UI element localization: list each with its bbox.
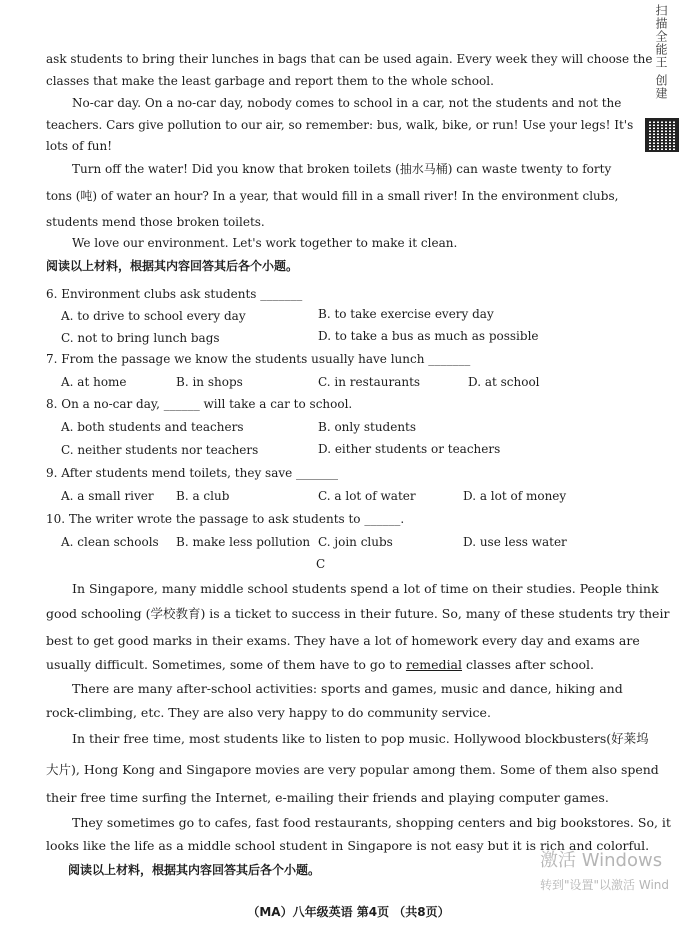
passage-line: In Singapore, many middle school students spend a lot of time on their studies. People think: [72, 581, 659, 596]
underlined-word: remedial: [405, 657, 463, 672]
question-stem: 10. The writer wrote the passage to ask students to ______.: [46, 512, 405, 526]
passage-line: tons (吨) of water an hour? In a year, that would fill in a small river! In the environment clubs,: [46, 189, 619, 203]
option-b: B. only students: [318, 420, 417, 434]
question-stem: 7. From the passage we know the students usually have lunch _______: [46, 352, 471, 366]
passage-line: good schooling (学校教育) is a ticket to success in their future. So, many of these students try their: [46, 606, 670, 621]
option-a: A. at home: [61, 375, 127, 389]
passage-line: ask students to bring their lunches in bags that can be used again. Every week they will choose the: [46, 52, 653, 66]
option-c: C. in restaurants: [318, 375, 421, 389]
option-d: D. either students or teachers: [318, 442, 501, 456]
option-c: C. not to bring lunch bags: [61, 331, 220, 345]
scanner-watermark: 扫描全能王 创建: [654, 4, 668, 100]
passage-line: teachers. Cars give pollution to our air, so remember: bus, walk, bike, or run! Use your legs! It's: [46, 118, 634, 132]
option-d: D. a lot of money: [463, 489, 567, 503]
passage-line: rock-climbing, etc. They are also very happy to do community service.: [46, 705, 491, 720]
passage-line: They sometimes go to cafes, fast food restaurants, shopping centers and big bookstores. So, it: [72, 815, 671, 830]
passage-line: their free time surfing the Internet, e-mailing their friends and playing computer games.: [46, 790, 609, 805]
passage-line: students mend those broken toilets.: [46, 215, 265, 229]
option-a: A. clean schools: [61, 535, 159, 549]
windows-activation-watermark: 激活 Windows 转到"设置"以激活 Wind: [540, 850, 670, 892]
passage-line: looks like the life as a middle school student in Singapore is not easy but it is rich and colorful.: [46, 838, 650, 853]
option-b: B. in shops: [176, 375, 243, 389]
option-d: D. at school: [468, 375, 540, 389]
option-a: A. both students and teachers: [61, 420, 244, 434]
question-stem: 6. Environment clubs ask students _______: [46, 287, 303, 301]
section-label: C: [316, 557, 326, 571]
passage-line: We love our environment. Let's work together to make it clean.: [72, 236, 458, 250]
passage-line: best to get good marks in their exams. They have a lot of homework every day and exams are: [46, 633, 640, 648]
passage-line: classes that make the least garbage and report them to the whole school.: [46, 74, 494, 88]
question-stem: 8. On a no-car day, ______ will take a car to school.: [46, 397, 353, 411]
option-a: A. a small river: [61, 489, 154, 503]
passage-line: No-car day. On a no-car day, nobody comes to school in a car, not the students and not the: [72, 96, 622, 110]
option-d: D. to take a bus as much as possible: [318, 329, 539, 343]
reading-instruction: 阅读以上材料，根据其内容回答其后各个小题。: [46, 259, 299, 273]
passage-line: There are many after-school activities: sports and games, music and dance, hiking and: [72, 681, 623, 696]
option-b: B. make less pollution: [176, 535, 311, 549]
qr-code-icon: [645, 118, 679, 152]
page-footer: （MA）八年级英语 第4页 （共8页）: [247, 905, 450, 919]
option-b: B. a club: [176, 489, 230, 503]
question-stem: 9. After students mend toilets, they save _______: [46, 466, 339, 480]
passage-line: lots of fun!: [46, 139, 113, 153]
reading-instruction: 阅读以上材料，根据其内容回答其后各个小题。: [68, 863, 321, 877]
option-a: A. to drive to school every day: [61, 309, 246, 323]
passage-line: Turn off the water! Did you know that broken toilets (抽水马桶) can waste twenty to forty: [72, 162, 612, 176]
option-c: C. neither students nor teachers: [61, 443, 259, 457]
option-c: C. join clubs: [318, 535, 393, 549]
option-d: D. use less water: [463, 535, 567, 549]
option-c: C. a lot of water: [318, 489, 416, 503]
passage-line: In their free time, most students like to listen to pop music. Hollywood blockbusters(好莱坞: [72, 731, 649, 746]
option-b: B. to take exercise every day: [318, 307, 494, 321]
passage-line: usually difficult. Sometimes, some of them have to go to remedial classes after school.: [46, 657, 594, 672]
passage-line: 大片), Hong Kong and Singapore movies are very popular among them. Some of them also spend: [46, 762, 659, 777]
